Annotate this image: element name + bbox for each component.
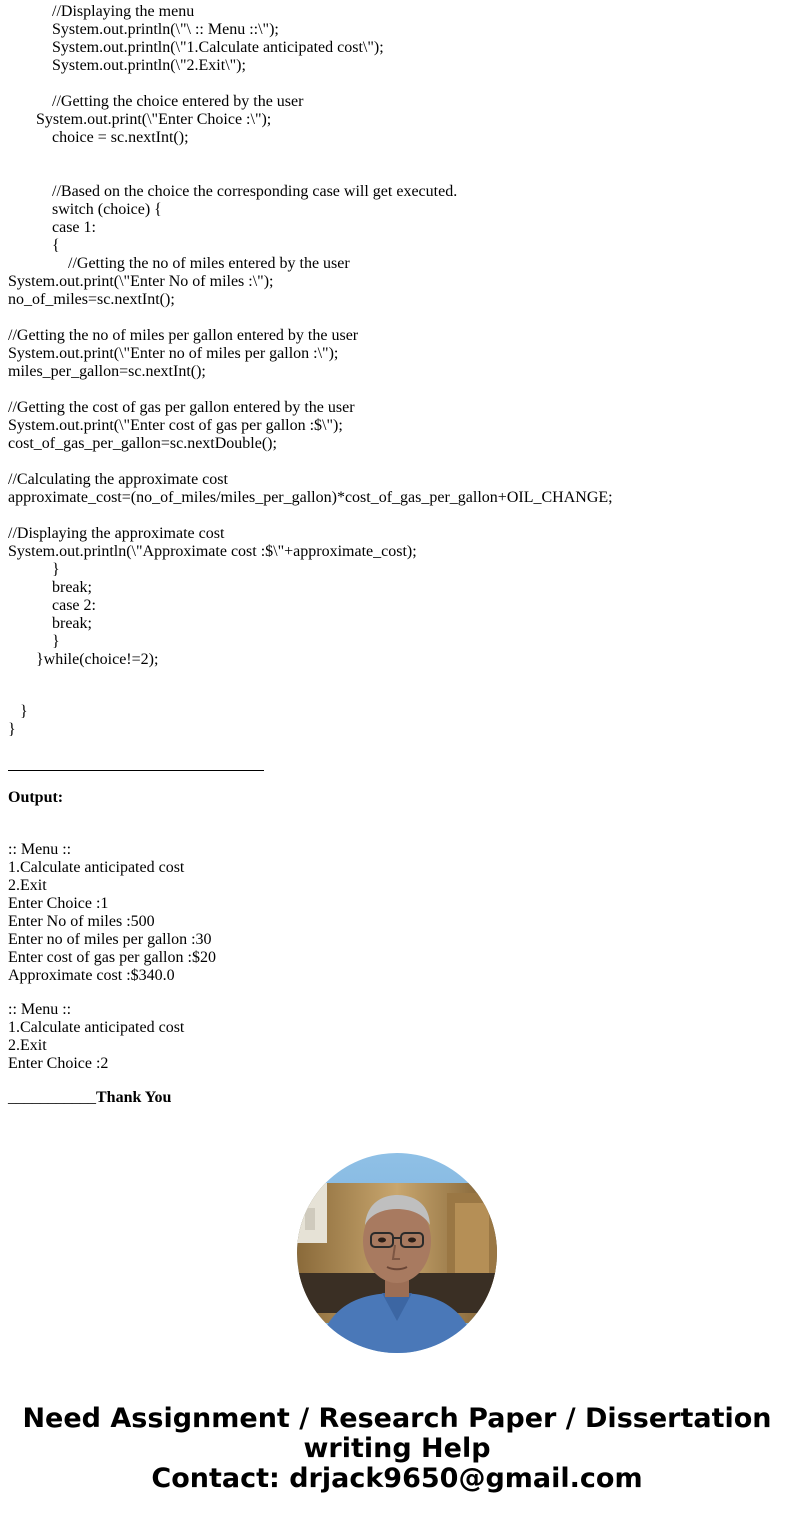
promo-contact: Contact: drjack9650@gmail.com bbox=[151, 1463, 643, 1494]
code-line: approximate_cost=(no_of_miles/miles_per_gallon)*cost_of_gas_per_gallon+OIL_CHANGE; bbox=[8, 489, 613, 506]
output-line: 2.Exit bbox=[8, 1037, 47, 1054]
output-line: :: Menu :: bbox=[8, 841, 72, 858]
divider bbox=[8, 770, 264, 771]
code-line: cost_of_gas_per_gallon=sc.nextDouble(); bbox=[8, 435, 277, 452]
code-line: //Getting the choice entered by the user bbox=[52, 93, 304, 110]
output-line: Enter cost of gas per gallon :$20 bbox=[8, 949, 216, 966]
output-line: 1.Calculate anticipated cost bbox=[8, 859, 185, 876]
output-line: Enter Choice :1 bbox=[8, 895, 109, 912]
code-line: //Getting the cost of gas per gallon entered by the user bbox=[8, 399, 355, 416]
author-photo bbox=[297, 1153, 497, 1353]
code-line: }while(choice!=2); bbox=[36, 651, 159, 668]
code-line: System.out.print(\"Enter No of miles :\"); bbox=[8, 273, 274, 290]
code-line: } bbox=[52, 561, 60, 578]
output-line: 2.Exit bbox=[8, 877, 47, 894]
thank-you-underline: ___________ bbox=[8, 1089, 96, 1106]
code-line: break; bbox=[52, 615, 92, 632]
code-line: //Getting the no of miles entered by the user bbox=[68, 255, 350, 272]
code-line: System.out.print(\"Enter cost of gas per gallon :$\"); bbox=[8, 417, 343, 434]
code-line: //Calculating the approximate cost bbox=[8, 471, 228, 488]
code-line: } bbox=[52, 633, 60, 650]
code-line: miles_per_gallon=sc.nextInt(); bbox=[8, 363, 206, 380]
code-line: case 2: bbox=[52, 597, 96, 614]
code-line: System.out.println(\"\ :: Menu ::\"); bbox=[52, 21, 279, 38]
code-line: System.out.println(\"1.Calculate anticipated cost\"); bbox=[52, 39, 384, 56]
thank-you-text: Thank You bbox=[96, 1089, 172, 1106]
author-avatar bbox=[297, 1153, 497, 1353]
code-line: //Based on the choice the corresponding case will get executed. bbox=[52, 183, 458, 200]
code-line: switch (choice) { bbox=[52, 201, 162, 218]
code-line: //Displaying the approximate cost bbox=[8, 525, 225, 542]
code-line: no_of_miles=sc.nextInt(); bbox=[8, 291, 175, 308]
code-line: System.out.print(\"Enter Choice :\"); bbox=[36, 111, 272, 128]
output-line: Enter No of miles :500 bbox=[8, 913, 155, 930]
output-line: Approximate cost :$340.0 bbox=[8, 967, 175, 984]
output-line: Enter no of miles per gallon :30 bbox=[8, 931, 212, 948]
code-line: choice = sc.nextInt(); bbox=[52, 129, 189, 146]
promo-line-1: Need Assignment / Research Paper / Dissertation bbox=[22, 1403, 772, 1434]
code-line: System.out.print(\"Enter no of miles per gallon :\"); bbox=[8, 345, 339, 362]
code-line: System.out.println(\"2.Exit\"); bbox=[52, 57, 246, 74]
code-line: } bbox=[20, 703, 28, 720]
code-line: break; bbox=[52, 579, 92, 596]
code-line: case 1: bbox=[52, 219, 96, 236]
output-line: 1.Calculate anticipated cost bbox=[8, 1019, 185, 1036]
code-line: { bbox=[52, 237, 60, 254]
code-line: //Getting the no of miles per gallon entered by the user bbox=[8, 327, 359, 344]
output-line: Enter Choice :2 bbox=[8, 1055, 109, 1072]
thank-you-line bbox=[8, 1089, 171, 1107]
code-line: //Displaying the menu bbox=[52, 3, 195, 20]
output-heading: Output: bbox=[8, 789, 64, 806]
code-line: } bbox=[8, 721, 16, 738]
promo-line-2: writing Help bbox=[303, 1433, 491, 1464]
code-line: System.out.println(\"Approximate cost :$\"+approximate_cost); bbox=[8, 543, 417, 560]
output-line: :: Menu :: bbox=[8, 1001, 72, 1018]
